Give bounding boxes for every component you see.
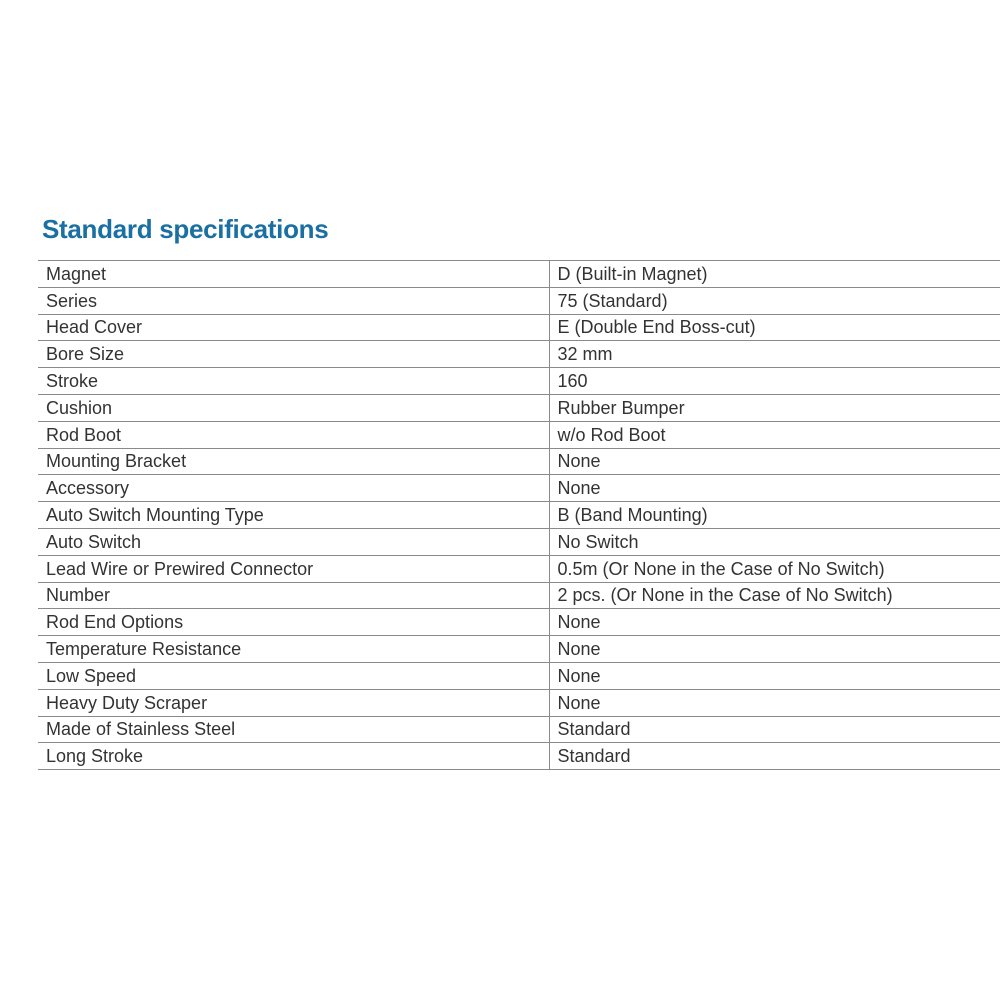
spec-table-body: [38, 261, 1000, 770]
spec-value: Standard: [549, 743, 1000, 770]
spec-value: 32 mm: [549, 341, 1000, 368]
spec-value: None: [549, 475, 1000, 502]
spec-value: E (Double End Boss-cut): [549, 314, 1000, 341]
spec-row-mounting-bracket: [38, 448, 1000, 475]
spec-row-auto-switch-mounting-type: [38, 502, 1000, 529]
spec-value: B (Band Mounting): [549, 502, 1000, 529]
spec-value: None: [549, 636, 1000, 663]
spec-label: Stroke: [38, 368, 549, 395]
spec-label: Bore Size: [38, 341, 549, 368]
spec-label: Magnet: [38, 261, 549, 288]
spec-row-rod-end-options: [38, 609, 1000, 636]
spec-label: Rod Boot: [38, 421, 549, 448]
spec-label: Lead Wire or Prewired Connector: [38, 555, 549, 582]
spec-label: Cushion: [38, 394, 549, 421]
spec-row-number: [38, 582, 1000, 609]
spec-value: None: [549, 609, 1000, 636]
spec-value: None: [549, 689, 1000, 716]
spec-row-head-cover: [38, 314, 1000, 341]
spec-value: 0.5m (Or None in the Case of No Switch): [549, 555, 1000, 582]
spec-label: Rod End Options: [38, 609, 549, 636]
spec-value: Standard: [549, 716, 1000, 743]
spec-label: Mounting Bracket: [38, 448, 549, 475]
spec-value: w/o Rod Boot: [549, 421, 1000, 448]
spec-row-heavy-duty-scraper: [38, 689, 1000, 716]
spec-row-stroke: [38, 368, 1000, 395]
spec-row-stainless-steel: [38, 716, 1000, 743]
spec-label: Made of Stainless Steel: [38, 716, 549, 743]
spec-row-accessory: [38, 475, 1000, 502]
spec-table: [38, 260, 1000, 770]
spec-row-long-stroke: [38, 743, 1000, 770]
spec-value: 75 (Standard): [549, 287, 1000, 314]
spec-value: Rubber Bumper: [549, 394, 1000, 421]
page-title: Standard specifications: [42, 214, 329, 244]
spec-row-bore-size: [38, 341, 1000, 368]
spec-value: D (Built-in Magnet): [549, 261, 1000, 288]
spec-row-auto-switch: [38, 528, 1000, 555]
spec-row-rod-boot: [38, 421, 1000, 448]
spec-label: Heavy Duty Scraper: [38, 689, 549, 716]
spec-row-series: [38, 287, 1000, 314]
spec-row-cushion: [38, 394, 1000, 421]
spec-value: None: [549, 662, 1000, 689]
spec-label: Accessory: [38, 475, 549, 502]
spec-value: 160: [549, 368, 1000, 395]
spec-label: Low Speed: [38, 662, 549, 689]
spec-row-temperature-resistance: [38, 636, 1000, 663]
spec-label: Temperature Resistance: [38, 636, 549, 663]
spec-label: Number: [38, 582, 549, 609]
spec-label: Auto Switch Mounting Type: [38, 502, 549, 529]
spec-value: No Switch: [549, 528, 1000, 555]
spec-label: Auto Switch: [38, 528, 549, 555]
spec-row-magnet: [38, 261, 1000, 288]
spec-row-low-speed: [38, 662, 1000, 689]
spec-label: Head Cover: [38, 314, 549, 341]
spec-value: 2 pcs. (Or None in the Case of No Switch): [549, 582, 1000, 609]
spec-label: Long Stroke: [38, 743, 549, 770]
spec-label: Series: [38, 287, 549, 314]
spec-value: None: [549, 448, 1000, 475]
spec-row-lead-wire: [38, 555, 1000, 582]
